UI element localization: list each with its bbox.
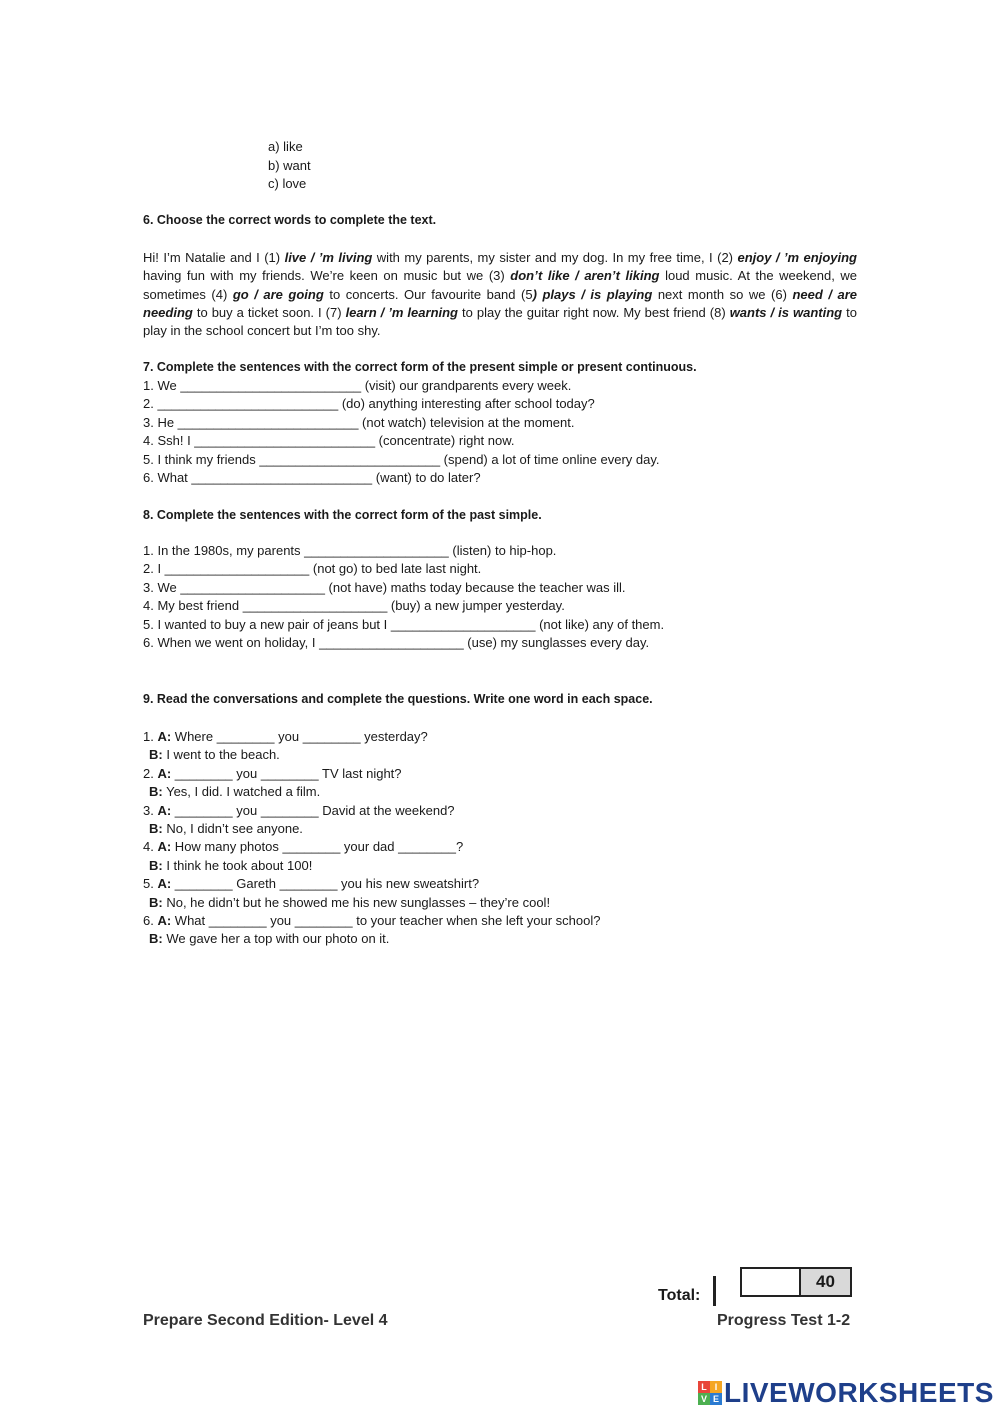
word-choice[interactable]: learn / ’m learning xyxy=(345,304,458,320)
word-choice[interactable]: go / are going xyxy=(232,286,324,302)
section-7-line: 6. What _________________________ (want) to do later? xyxy=(143,470,481,486)
liveworksheets-brand xyxy=(698,1376,994,1410)
option-c: c) love xyxy=(268,176,307,191)
section-7-line: 5. I think my friends _________________________ (spend) a lot of time online every day. xyxy=(143,451,660,467)
conversation-number: 5. xyxy=(143,876,158,892)
speaker-a-text: ________ you ________ David at the weekend? xyxy=(171,802,455,818)
paragraph-text: having fun with my friends. We’re keen on music but we (3) xyxy=(143,268,511,284)
section-8-line: 1. In the 1980s, my parents ____________________ (listen) to hip-hop. xyxy=(143,543,557,558)
score-box xyxy=(740,1267,852,1297)
paragraph-text: to concerts. Our favourite band (5 xyxy=(323,286,533,302)
score-input-box[interactable] xyxy=(742,1269,801,1295)
speaker-b-label: B: xyxy=(149,857,163,873)
speaker-a-text: How many photos ________ your dad ________? xyxy=(171,839,464,855)
paragraph-text: next month so we (6) xyxy=(652,286,793,302)
section-6-paragraph xyxy=(143,249,857,340)
answer-options xyxy=(268,138,311,194)
word-choice[interactable]: ) plays / is playing xyxy=(532,286,653,302)
total-divider xyxy=(713,1276,716,1306)
conversation-b-line xyxy=(143,894,600,912)
word-choice[interactable]: wants / is wanting xyxy=(729,304,843,320)
conversation-b-line xyxy=(143,783,600,801)
section-8-line: 6. When we went on holiday, I ____________________ (use) my sunglasses every day. xyxy=(143,635,650,651)
speaker-a-text: ________ Gareth ________ you his new sweatshirt? xyxy=(171,876,480,892)
word-choice[interactable]: enjoy / ’m enjoying xyxy=(737,250,858,265)
speaker-b-label: B: xyxy=(149,821,163,837)
speaker-b-label: B: xyxy=(149,894,163,910)
section-7-list xyxy=(143,377,660,487)
section-6-heading: 6. Choose the correct words to complete the text. xyxy=(143,213,437,227)
speaker-b-label: B: xyxy=(149,784,163,800)
section-8-heading: 8. Complete the sentences with the correct form of the past simple. xyxy=(143,508,542,522)
section-8-line: 2. I ____________________ (not go) to bed late last night. xyxy=(143,561,482,577)
speaker-b-text: No, I didn’t see anyone. xyxy=(162,821,303,837)
conversation-b-line xyxy=(143,930,600,948)
logo-tile: I xyxy=(710,1381,722,1393)
speaker-a-label: A: xyxy=(157,876,172,892)
speaker-b-text: I went to the beach. xyxy=(162,747,280,763)
section-7-line: 2. _________________________ (do) anything interesting after school today? xyxy=(143,396,595,412)
logo-tile: L xyxy=(698,1381,710,1393)
speaker-b-label: B: xyxy=(149,747,163,763)
conversation-number: 4. xyxy=(143,839,158,855)
conversation-a-line xyxy=(143,765,600,783)
speaker-b-label: B: xyxy=(149,931,163,947)
conversation-a-line xyxy=(143,802,600,820)
speaker-b-text: No, he didn’t but he showed me his new sunglasses – they’re cool! xyxy=(162,894,551,910)
section-9-conversations xyxy=(143,728,600,949)
speaker-a-label: A: xyxy=(157,839,172,855)
paragraph-text: to play the guitar right now. My best friend (8) xyxy=(458,304,730,320)
conversation-b-line xyxy=(143,746,600,764)
word-choice[interactable]: don’t like / aren’t liking xyxy=(510,268,660,284)
brand-text: LIVEWORKSHEETS xyxy=(724,1377,994,1408)
conversation-number: 2. xyxy=(143,765,158,781)
conversation-a-line xyxy=(143,728,600,746)
speaker-a-label: A: xyxy=(157,729,172,744)
speaker-a-text: What ________ you ________ to your teacher when she left your school? xyxy=(171,913,601,929)
section-7-line: 1. We _________________________ (visit) our grandparents every week. xyxy=(143,378,572,393)
section-7-heading: 7. Complete the sentences with the correct form of the present simple or present continuous. xyxy=(143,360,697,374)
speaker-b-text: Yes, I did. I watched a film. xyxy=(162,784,321,800)
conversation-a-line xyxy=(143,912,600,930)
section-7-line: 3. He _________________________ (not watch) television at the moment. xyxy=(143,414,575,430)
speaker-b-text: We gave her a top with our photo on it. xyxy=(162,931,390,947)
section-8-list xyxy=(143,542,664,652)
option-a: a) like xyxy=(268,139,303,154)
conversation-number: 1. xyxy=(143,729,158,744)
conversation-b-line xyxy=(143,820,600,838)
footer-test-title: Progress Test 1-2 xyxy=(717,1312,851,1329)
speaker-a-label: A: xyxy=(157,802,172,818)
liveworksheets-logo-icon xyxy=(698,1381,722,1405)
total-label: Total: xyxy=(658,1287,701,1304)
paragraph-text: to play in the school concert but I’m too shy. xyxy=(143,304,857,339)
speaker-a-text: ________ you ________ TV last night? xyxy=(171,765,402,781)
word-choice[interactable]: live / ’m living xyxy=(284,250,373,265)
conversation-a-line xyxy=(143,875,600,893)
option-b: b) want xyxy=(268,157,311,173)
speaker-a-label: A: xyxy=(157,765,172,781)
section-8-line: 3. We ____________________ (not have) maths today because the teacher was ill. xyxy=(143,579,626,595)
section-9-heading: 9. Read the conversations and complete the questions. Write one word in each space. xyxy=(143,692,653,706)
paragraph-text: with my parents, my sister and my dog. In my free time, I (2) xyxy=(372,250,738,265)
section-7-line: 4. Ssh! I _________________________ (concentrate) right now. xyxy=(143,433,515,449)
logo-tile: V xyxy=(698,1393,710,1405)
conversation-number: 3. xyxy=(143,802,158,818)
logo-tile: E xyxy=(710,1393,722,1405)
footer-course-title: Prepare Second Edition- Level 4 xyxy=(143,1312,388,1329)
conversation-a-line xyxy=(143,838,600,856)
word-choice[interactable]: need / are needing xyxy=(143,286,857,320)
speaker-b-text: I think he took about 100! xyxy=(162,857,313,873)
conversation-number: 6. xyxy=(143,913,158,929)
paragraph-text: loud music. At the weekend, we sometimes (4) xyxy=(143,268,858,302)
speaker-a-text: Where ________ you ________ yesterday? xyxy=(171,729,428,744)
conversation-b-line xyxy=(143,857,600,875)
section-8-line: 4. My best friend ____________________ (buy) a new jumper yesterday. xyxy=(143,598,565,614)
paragraph-text: to buy a ticket soon. I (7) xyxy=(192,304,346,320)
score-max: 40 xyxy=(801,1269,850,1295)
section-8-line: 5. I wanted to buy a new pair of jeans but I ____________________ (not like) any of them. xyxy=(143,616,665,632)
paragraph-text: Hi! I’m Natalie and I (1) xyxy=(143,250,285,265)
speaker-a-label: A: xyxy=(157,913,172,929)
